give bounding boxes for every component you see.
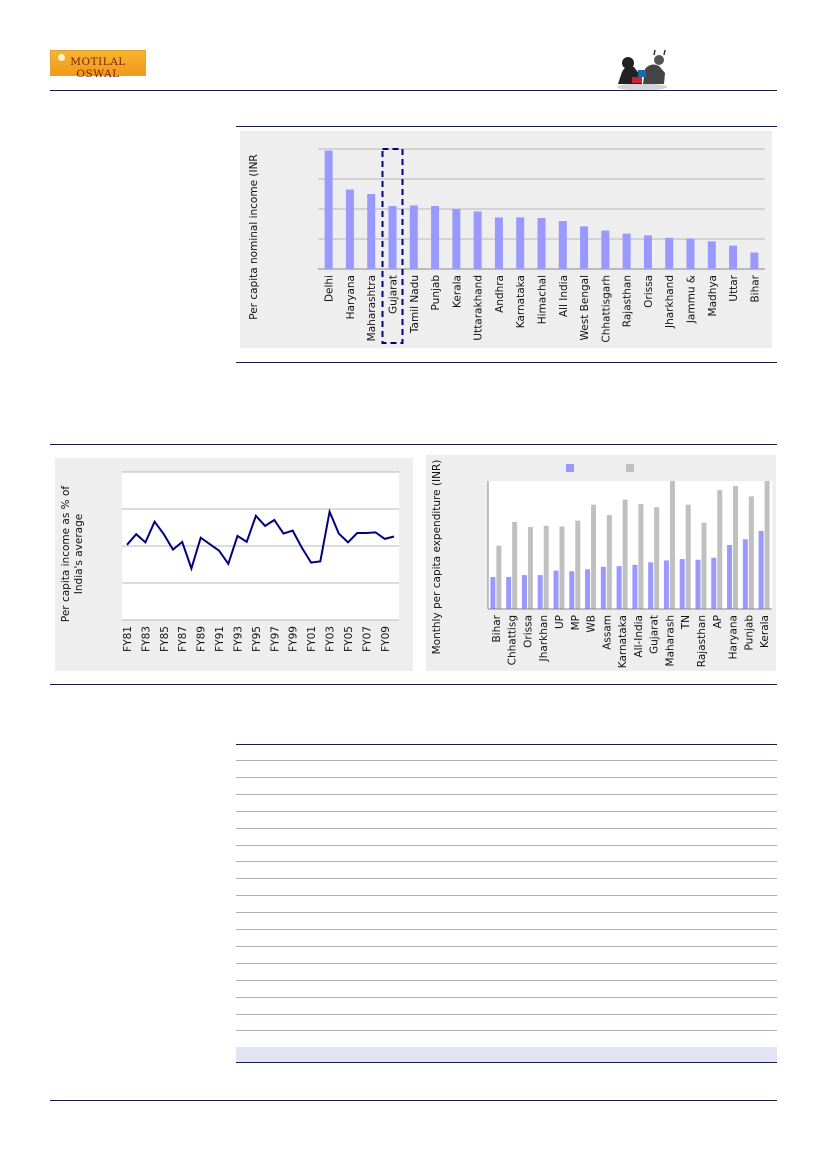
table-row-line [236, 794, 777, 795]
chart2-x-tick-label: FY87 [177, 626, 190, 652]
chart2-y-axis-label: Per capita income as % ofIndia's average [60, 485, 85, 623]
chart1-category-label: Haryana [344, 275, 357, 320]
bar-wb-s2 [591, 505, 596, 609]
charts2-top-rule [50, 444, 777, 445]
bar-delhi [325, 151, 333, 270]
chart2-x-tick-label: FY01 [306, 626, 319, 652]
bar-himachal [538, 218, 546, 269]
chart1-category-label: Punjab [430, 275, 443, 311]
chart1-category-label: Rajasthan [621, 275, 634, 328]
chart1-category-label: Madhya [706, 275, 719, 317]
chart2-x-tick-label: FY99 [287, 626, 300, 652]
table-row-line [236, 997, 777, 998]
chart1-category-label: Tamil Nadu [408, 275, 421, 334]
bar-karnataka [516, 217, 524, 269]
bar-karnataka-s2 [623, 500, 628, 609]
footer-rule [50, 1100, 777, 1101]
chart3-category-label: Bihar [490, 615, 503, 643]
table-row-line [236, 929, 777, 930]
table-row-line [236, 811, 777, 812]
chart2-x-tick-label: FY03 [324, 626, 337, 652]
table-row-line [236, 1030, 777, 1031]
chart3-category-label: UP [554, 615, 566, 630]
chart2-x-tick-label: FY81 [122, 626, 134, 652]
chart1-category-label: Jammu & [685, 275, 698, 324]
bar-assam-s2 [607, 515, 612, 609]
bar-haryana [346, 190, 354, 270]
bar-kerala-s1 [759, 531, 764, 609]
bar-chhattisg-s1 [506, 577, 511, 609]
bar-kerala [452, 209, 460, 269]
chart3-category-label: Assam [601, 615, 614, 650]
table-row-line [236, 912, 777, 913]
bar-punjab-s1 [743, 539, 748, 609]
chart1-category-label: Andhra [493, 275, 506, 313]
bar-all-india-s2 [638, 504, 643, 609]
chart2-x-tick-label: FY91 [214, 626, 227, 652]
bar-bihar-s1 [490, 577, 495, 609]
income-ratio-line-chart [55, 458, 413, 671]
table-row-line [236, 878, 777, 879]
table-row-line [236, 828, 777, 829]
table-row-line [236, 963, 777, 964]
bar-karnataka-s1 [617, 566, 622, 609]
chart1-category-label: Chhattisgarh [600, 275, 613, 343]
chart2-x-tick-label: FY83 [140, 626, 153, 652]
bar-chhattisg-s2 [512, 522, 517, 609]
company-logo [50, 50, 146, 80]
bar-mp-s2 [575, 521, 580, 609]
table-bottom-rule [236, 1062, 777, 1063]
bar-up-s2 [560, 526, 565, 609]
bar-assam-s1 [601, 567, 606, 609]
bar-all-india [559, 221, 567, 269]
chart1-top-rule [236, 126, 777, 127]
charts2-bottom-rule [50, 684, 777, 685]
bar-jharkhan-s1 [538, 575, 543, 609]
chart1-category-label: Kerala [451, 275, 464, 308]
table-row-line [236, 760, 777, 761]
bar-bihar [750, 253, 758, 270]
table-top-rule [236, 744, 777, 745]
state-income-bar-chart [240, 131, 772, 348]
logo-text: MOTILAL OSWAL [70, 56, 126, 80]
chart3-category-label: TN [680, 615, 693, 630]
chart2-x-tick-label: FY93 [232, 626, 245, 652]
chart1-y-axis-label: Per capita nominal income (INR [248, 154, 260, 320]
bar-wb-s1 [585, 569, 590, 609]
bar-tn-s2 [686, 505, 691, 609]
bar-chhattisgarh [601, 231, 609, 269]
chart3-category-label: AP [711, 615, 724, 629]
bar-gujarat-s1 [648, 562, 653, 609]
bar-bihar-s2 [496, 546, 501, 609]
chart3-category-label: Punjab [743, 615, 756, 651]
bar-ap-s2 [717, 490, 722, 609]
chart3-y-axis-label: Monthly per capita expenditure (INR) [431, 459, 443, 655]
bar-tamil-nadu [410, 205, 418, 269]
chart3-category-label: Jharkhan [538, 615, 551, 662]
table-row-line [236, 980, 777, 981]
chart3-category-label: Gujarat [648, 615, 661, 655]
chart3-category-label: Kerala [759, 615, 772, 648]
bar-up-s1 [554, 571, 559, 609]
chart1-category-label: Gujarat [387, 275, 400, 315]
table-row-line [236, 946, 777, 947]
chart2-x-tick-label: FY07 [361, 626, 374, 652]
table-row-line [236, 861, 777, 862]
chart1-category-label: Uttar [728, 275, 741, 302]
bar-maharash-s2 [670, 481, 675, 609]
bar-kerala-s2 [765, 481, 770, 609]
chart1-category-label: All India [557, 275, 570, 318]
bar-orissa [644, 235, 652, 269]
bar-rajasthan-s1 [696, 560, 701, 609]
chart2-x-tick-label: FY05 [342, 626, 355, 652]
bar-orissa-s1 [522, 575, 527, 609]
bar-haryana-s2 [733, 486, 738, 609]
bar-uttarakhand [474, 211, 482, 269]
table-row-line [236, 777, 777, 778]
bar-west-bengal [580, 226, 588, 269]
bar-all-india-s1 [632, 565, 637, 609]
chart3-category-label: MP [569, 615, 582, 631]
header-rule [50, 90, 777, 91]
chart1-category-label: West Bengal [579, 275, 592, 341]
legend-swatch-series-2 [626, 464, 634, 472]
bar-jharkhand [665, 238, 673, 269]
bar-ap-s1 [711, 558, 716, 609]
chart2-x-tick-label: FY95 [250, 626, 263, 652]
bar-punjab-s2 [749, 496, 754, 609]
chart1-category-label: Orissa [642, 275, 655, 308]
chart3-category-label: Orissa [522, 615, 535, 648]
chart1-category-label: Jharkhand [664, 275, 677, 328]
chart1-category-label: Maharashtra [366, 275, 379, 342]
bar-jammu [687, 238, 695, 269]
bar-mp-s1 [569, 571, 574, 609]
chart3-category-label: Maharash [664, 615, 677, 667]
bar-rajasthan [623, 234, 631, 269]
table-row-line [236, 895, 777, 896]
bar-maharash-s1 [664, 560, 669, 609]
bar-punjab [431, 206, 439, 269]
bar-haryana-s1 [727, 545, 732, 609]
chart3-category-label: Haryana [727, 615, 740, 660]
table-row-line [236, 1014, 777, 1015]
chart1-category-label: Himachal [536, 275, 549, 325]
chart1-category-label: Karnataka [515, 275, 528, 329]
chart2-x-tick-label: FY85 [158, 626, 171, 652]
table-row-line [236, 845, 777, 846]
chart1-bottom-rule [236, 362, 777, 363]
chart2-x-tick-label: FY09 [379, 626, 392, 652]
table-total-row [236, 1047, 777, 1062]
expenditure-bar-chart [426, 455, 776, 671]
bull-bear-mascot-icon [610, 48, 674, 92]
bar-maharashtra [367, 194, 375, 269]
bar-orissa-s2 [528, 527, 533, 609]
bar-gujarat-s2 [654, 507, 659, 609]
bar-gujarat [389, 206, 397, 269]
chart3-category-label: Rajasthan [696, 615, 708, 668]
bar-rajasthan-s2 [702, 523, 707, 609]
chart1-category-label: Uttarakhand [472, 275, 485, 341]
chart3-category-label: Karnataka [617, 615, 630, 669]
bar-madhya [708, 241, 716, 269]
chart2-x-tick-label: FY89 [195, 626, 208, 652]
chart2-x-tick-label: FY97 [269, 626, 282, 652]
legend-swatch-series-1 [566, 464, 574, 472]
bar-uttar [729, 246, 737, 269]
chart3-category-label: Chhattisg [506, 615, 519, 666]
chart3-category-label: All-India [632, 615, 645, 658]
chart3-category-label: WB [585, 615, 598, 633]
bar-tn-s1 [680, 559, 685, 609]
chart1-category-label: Bihar [749, 275, 762, 303]
bar-jharkhan-s2 [544, 526, 549, 609]
bar-andhra [495, 217, 503, 269]
chart1-category-label: Delhi [323, 275, 336, 303]
